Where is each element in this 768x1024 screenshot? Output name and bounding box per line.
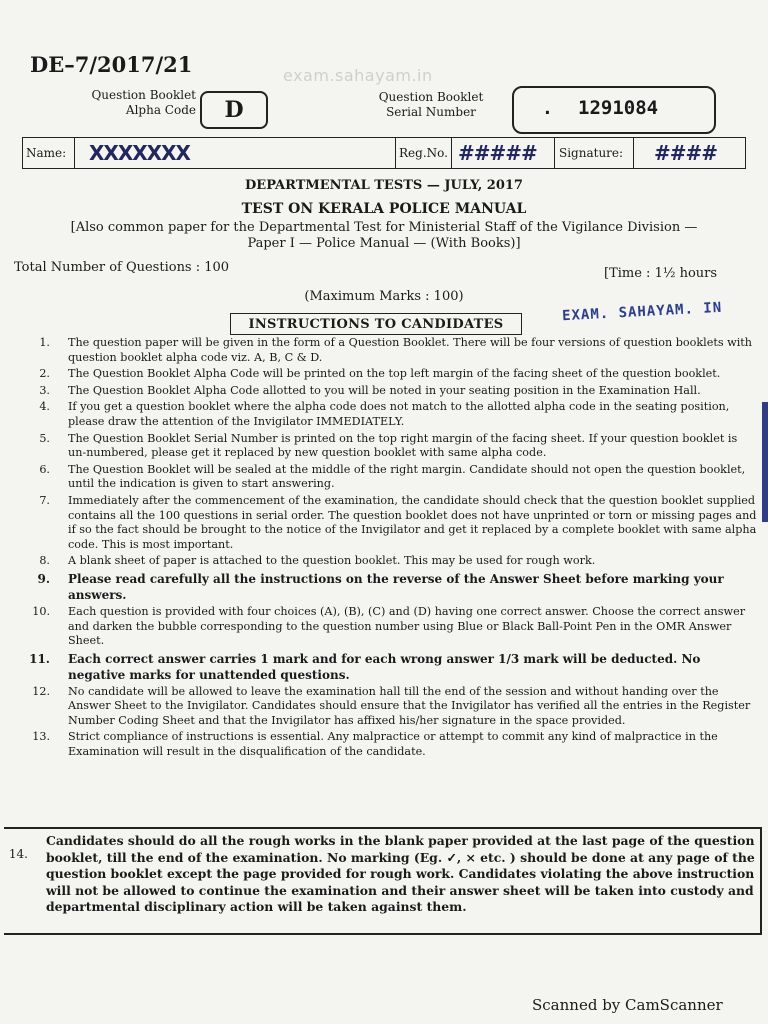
instruction-item-9 [8,571,758,603]
item-number: 3. [39,383,50,397]
reg-number-field[interactable] [452,138,555,168]
test-subtitle [0,220,768,252]
item-number: 2. [39,367,50,381]
alpha-code-value: D [224,97,244,123]
item-text: Each correct answer carries 1 mark and for each wrong answer 1/3 mark will be deducted. No negative marks for unattended questions. [68,651,701,682]
item-number: 7. [39,493,50,507]
item-number: 10. [32,604,50,618]
alpha-code-label: Question Booklet Alpha Code [91,88,196,117]
item-text: Each question is provided with four choices (A), (B), (C) and (D) having one correct answer. Choose the correct answer and darken the bubble corresponding to the question number using Blue or Black Ball-Point Pen in the OMR Answer Sheet. [68,604,746,648]
reg-label: Reg.No. [399,146,448,160]
item-text: Strict compliance of instructions is essential. Any malpractice or attempt to commit any kind of malpractice in the Examination will result in the disqualification of the candidate. [68,730,718,759]
instruction-item-4 [8,400,758,429]
instruction-item-1 [8,336,758,365]
instruction-item-6 [8,463,758,492]
signature-label: Signature: [559,146,624,160]
page-edge-strip [762,402,768,522]
item-text: If you get a question booklet where the alpha code does not match to the allotted alpha code in the seating position, please draw the attention of the Invigilator IMMEDIATELY. [68,400,730,428]
item-number: 9. [37,571,50,586]
instruction-item-11 [8,651,758,683]
scanner-footer: Scanned by CamScanner [532,996,723,1014]
item-number: 5. [39,431,50,445]
name-label: Name: [26,146,67,160]
item-text: The Question Booklet Alpha Code allotted to you will be noted in your seating position in the Examination Hall. [68,383,701,397]
item-number: 8. [39,554,50,568]
item-number: 4. [39,400,50,414]
item-text: The Question Booklet Serial Number is printed on the top right margin of the facing sheet. If your question booklet is un-numbered, please get it replaced by new question booklet with same alpha code. [68,431,738,460]
test-title: TEST ON KERALA POLICE MANUAL [241,201,527,217]
instruction-item-5 [8,432,758,461]
serial-number-box [512,86,716,134]
item-number: 13. [32,730,50,744]
exam-title: DEPARTMENTAL TESTS — JULY, 2017 [245,178,523,193]
item-text: The Question Booklet Alpha Code will be printed on the top left margin of the facing sheet of the question booklet. [68,367,721,381]
item-number: 11. [29,651,50,666]
item-text: A blank sheet of paper is attached to the question booklet. This may be used for rough work. [68,554,596,568]
item-number: 1. [39,336,50,349]
item-text: Please read carefully all the instructions on the reverse of the Answer Sheet before marking your answers. [68,571,724,602]
instruction-item-7 [8,494,758,552]
time-allowed: [Time : 1½ hours [604,266,718,281]
item-number: 12. [32,684,50,698]
signature-value: #### [654,141,718,165]
name-value: XXXXXXX [89,141,190,165]
instructions-heading: INSTRUCTIONS TO CANDIDATES [230,313,522,335]
serial-number-label: Question Booklet Serial Number [378,90,484,119]
item-text: The Question Booklet will be sealed at the middle of the right margin. Candidate should not open the question booklet, until the indication is given to start answering. [68,462,746,491]
item-text: The question paper will be given in the form of a Question Booklet. There will be four versions of question booklets with question booklet alpha code viz. A, B, C & D. [68,336,752,364]
candidate-details-bar [22,137,746,169]
maximum-marks: (Maximum Marks : 100) [304,289,464,304]
signature-field[interactable] [634,138,745,168]
subtitle-line-1: [Also common paper for the Departmental Test for Ministerial Staff of the Vigilance Division — [70,220,698,235]
watermark-text: exam.sahayam.in [283,66,433,85]
reg-value: ##### [458,141,537,165]
instruction-item-12 [8,685,758,729]
item-number: 14. [8,847,28,861]
alpha-code-box [200,91,268,129]
document-code: DE–7/2017/21 [30,52,193,77]
watermark-stamp: EXAM. SAHAYAM. IN [561,299,723,325]
item-number: 6. [39,462,50,476]
instructions-list [8,336,758,762]
item-text: Immediately after the commencement of the examination, the candidate should check that the question booklet supplied contains all the 100 questions in serial order. The question booklet does not have unprinted or torn or missing pages and if so the fact should be brought to the notice of the Invigilator and get it replaced by a complete booklet with same alpha code. This is most important. [68,493,757,551]
name-field[interactable] [75,138,396,168]
serial-number-value: 1291084 [578,97,659,119]
instruction-item-10 [8,605,758,649]
serial-dot: . [542,98,553,119]
rough-work-notice-text: Candidates should do all the rough works in the blank paper provided at the last page of the question booklet, till the end of the examination. No marking (Eg. ✓, × etc. ) should be done at any page of the question booklet except the page provided for rough work. Candidates violating the above instruction will not be allowed to continue the examination and their answer sheet will be taken into custody and departmental disciplinary action will be taken against them. [46,833,755,914]
subtitle-line-2: Paper I — Police Manual — (With Books)] [247,236,521,251]
signature-label-cell [555,138,634,168]
name-label-cell [23,138,75,168]
item-text: No candidate will be allowed to leave the examination hall till the end of the session and without handing over the Answer Sheet to the Invigilator. Candidates should ensure that the Invigilator has verified all the entries in the Register Number Coding Sheet and that the Invigilator has affixed his/her signature in the space provided. [68,684,751,727]
reg-label-cell [396,138,452,168]
rough-work-notice-box [4,827,762,935]
instruction-item-13 [8,730,758,759]
instruction-item-8 [8,554,758,569]
instruction-item-3 [8,384,758,399]
total-questions: Total Number of Questions : 100 [14,260,230,275]
instruction-item-2 [8,367,758,382]
